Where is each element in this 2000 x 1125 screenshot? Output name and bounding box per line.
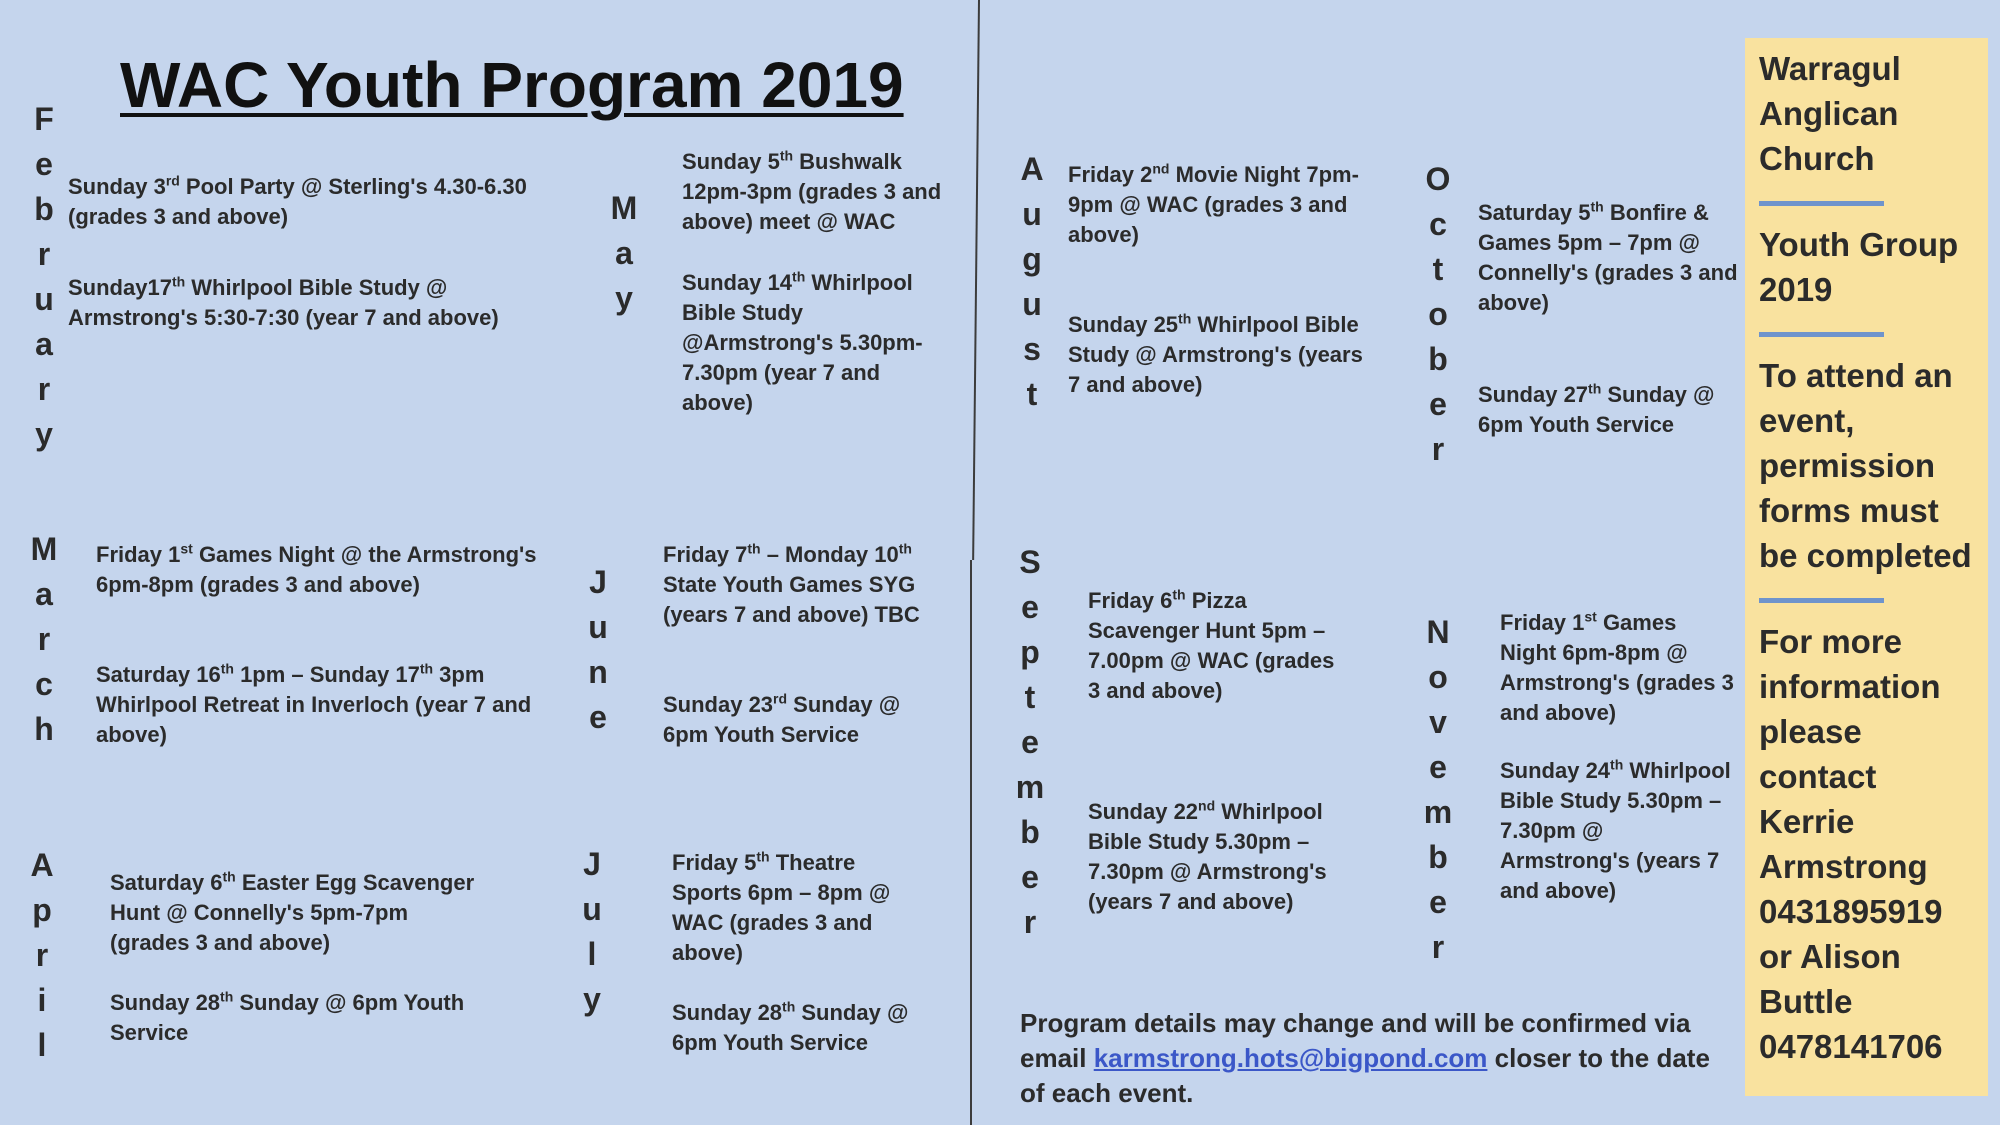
ordinal-suffix: nd xyxy=(1152,160,1170,177)
month-letter: m xyxy=(1423,794,1453,830)
month-letter: e xyxy=(1021,589,1039,625)
ordinal-suffix: th xyxy=(220,988,234,1005)
event-jul-youth-service xyxy=(672,998,910,1058)
month-letter: A xyxy=(1020,151,1044,187)
ordinal-suffix: th xyxy=(1178,310,1192,327)
month-letter: r xyxy=(35,937,49,973)
month-letter: S xyxy=(1019,544,1041,580)
month-letter: p xyxy=(1020,634,1040,670)
ordinal-suffix: th xyxy=(756,848,770,865)
event-text: Whirlpool Bible Study @ Armstrong's 5:30-7:30 (year 7 and above) xyxy=(68,275,499,330)
ordinal-suffix: th xyxy=(1610,756,1624,773)
event-mar-games-night xyxy=(96,540,566,600)
event-jun-youth-service xyxy=(663,690,908,750)
month-letter: y xyxy=(615,280,633,316)
event-text: Sunday @ 6pm Youth Service xyxy=(663,692,901,747)
month-label-february xyxy=(26,97,62,457)
event-text: Whirlpool Bible Study 5.30pm – 7.30pm @ Armstrong's (years 7 and above) xyxy=(1088,799,1327,914)
event-text: Friday 5 xyxy=(672,850,757,875)
event-text: State Youth Games SYG (years 7 and above) TBC xyxy=(663,572,920,627)
event-text: Friday 7 xyxy=(663,542,748,567)
month-letter: N xyxy=(1426,614,1450,650)
month-letter: l xyxy=(37,1027,47,1063)
month-letter: u xyxy=(1022,286,1042,322)
month-letter: n xyxy=(588,654,608,690)
event-aug-movie-night xyxy=(1068,160,1368,250)
event-feb-pool-party xyxy=(68,172,538,232)
month-letter: p xyxy=(32,892,52,928)
page-title: WAC Youth Program 2019 xyxy=(120,49,904,121)
event-text: Whirlpool Bible Study @ Armstrong's (years 7 and above) xyxy=(1068,312,1363,397)
month-letter: a xyxy=(35,326,53,362)
month-letter: u xyxy=(582,891,602,927)
ordinal-suffix: th xyxy=(1590,198,1604,215)
event-apr-youth-service xyxy=(110,988,470,1048)
event-feb-bible-study xyxy=(68,273,518,333)
ordinal-suffix: th xyxy=(747,540,761,557)
event-text: Easter Egg Scavenger Hunt @ Connelly's 5pm-7pm (grades 3 and above) xyxy=(110,870,475,955)
month-letter: J xyxy=(583,846,601,882)
month-letter: o xyxy=(1428,659,1448,695)
event-text: Theatre Sports 6pm – 8pm @ WAC (grades 3 and above) xyxy=(672,850,891,965)
ordinal-suffix: rd xyxy=(773,690,788,707)
month-letter: r xyxy=(37,621,51,657)
month-label-september xyxy=(1012,540,1048,945)
event-text: Games Night 6pm-8pm @ Armstrong's (grades 3 and above) xyxy=(1500,610,1734,725)
ordinal-suffix: rd xyxy=(165,172,180,189)
month-letter: e xyxy=(589,699,607,735)
month-label-november xyxy=(1420,610,1456,970)
month-label-april xyxy=(24,843,60,1068)
event-text: Sunday 5 xyxy=(682,149,780,174)
month-letter: y xyxy=(583,981,601,1017)
month-letter: M xyxy=(610,190,638,226)
ordinal-suffix: th xyxy=(779,147,794,164)
month-letter: e xyxy=(1021,859,1039,895)
month-letter: t xyxy=(1024,679,1036,715)
event-text: Saturday 6 xyxy=(110,870,223,895)
month-label-july xyxy=(574,842,610,1022)
event-text: 1pm – Sunday 17 xyxy=(233,662,420,687)
panel-divider xyxy=(1759,598,1884,603)
month-letter: r xyxy=(1431,929,1445,965)
month-letter: t xyxy=(1432,251,1444,287)
event-text: Sunday 23 xyxy=(663,692,774,717)
event-text: Friday 1 xyxy=(1500,610,1585,635)
month-letter: e xyxy=(1429,386,1447,422)
note-text: Program details may change and will be confirmed via email xyxy=(1020,1008,1691,1073)
month-letter: b xyxy=(1428,839,1448,875)
month-letter: s xyxy=(1023,331,1041,367)
month-letter: A xyxy=(30,847,54,883)
month-letter: c xyxy=(1429,206,1447,242)
event-text: Friday 1 xyxy=(96,542,181,567)
ordinal-suffix: th xyxy=(898,540,912,557)
month-letter: O xyxy=(1425,161,1451,197)
ordinal-suffix: th xyxy=(792,268,806,285)
event-jul-theatre-sports xyxy=(672,848,910,968)
ordinal-suffix: nd xyxy=(1198,797,1216,814)
event-text: Sunday @ 6pm Youth Service xyxy=(1478,382,1715,437)
month-letter: v xyxy=(1429,704,1447,740)
month-letter: u xyxy=(34,281,54,317)
divider-line-lower xyxy=(970,560,972,1125)
email-link[interactable]: karmstrong.hots@bigpond.com xyxy=(1093,1043,1488,1073)
month-letter: a xyxy=(35,576,53,612)
month-letter: o xyxy=(1428,296,1448,332)
program-note xyxy=(1020,1006,1740,1111)
event-text: Sunday 3 xyxy=(68,174,166,199)
month-letter: M xyxy=(30,531,58,567)
month-letter: m xyxy=(1015,769,1045,805)
event-text: Sunday 27 xyxy=(1478,382,1589,407)
event-text: Pizza Scavenger Hunt 5pm – 7.00pm @ WAC (grades 3 and above) xyxy=(1088,588,1335,703)
event-text: Saturday 5 xyxy=(1478,200,1591,225)
event-may-bushwalk xyxy=(682,147,950,237)
panel-divider xyxy=(1759,201,1884,206)
event-text: Sunday @ 6pm Youth Service xyxy=(672,1000,909,1055)
event-text: Sunday 22 xyxy=(1088,799,1199,824)
month-label-may xyxy=(606,186,642,321)
month-label-march xyxy=(26,527,62,752)
event-text: Sunday 28 xyxy=(672,1000,783,1025)
month-letter: h xyxy=(34,711,54,747)
divider-line xyxy=(972,0,980,560)
ordinal-suffix: th xyxy=(220,660,234,677)
month-letter: J xyxy=(589,564,607,600)
event-mar-retreat xyxy=(96,660,566,750)
event-text: Sunday 14 xyxy=(682,270,793,295)
event-oct-bonfire xyxy=(1478,198,1740,318)
month-letter: r xyxy=(1431,431,1445,467)
event-text: Bonfire & Games 5pm – 7pm @ Connelly's (grades 3 and above) xyxy=(1478,200,1738,315)
event-text: Pool Party @ Sterling's 4.30-6.30 (grades 3 and above) xyxy=(68,174,527,229)
event-text: Sunday @ 6pm Youth Service xyxy=(110,990,465,1045)
month-letter: r xyxy=(37,371,51,407)
event-text: Whirlpool Bible Study 5.30pm – 7.30pm @ Armstrong's (years 7 and above) xyxy=(1500,758,1731,903)
event-text: Sunday 28 xyxy=(110,990,221,1015)
event-text: Friday 6 xyxy=(1088,588,1173,613)
ordinal-suffix: st xyxy=(1584,608,1597,625)
event-text: Sunday 25 xyxy=(1068,312,1179,337)
month-letter: r xyxy=(37,236,51,272)
event-text: 3pm Whirlpool Retreat in Inverloch (year 7 and above) xyxy=(96,662,532,747)
month-letter: e xyxy=(1429,884,1447,920)
month-letter: b xyxy=(1428,341,1448,377)
event-may-bible-study xyxy=(682,268,944,418)
month-letter: r xyxy=(1023,904,1037,940)
event-text: Bushwalk 12pm-3pm (grades 3 and above) meet @ WAC xyxy=(682,149,942,234)
month-letter: t xyxy=(1026,376,1038,412)
month-letter: u xyxy=(1022,196,1042,232)
ordinal-suffix: st xyxy=(180,540,193,557)
event-text: Saturday 16 xyxy=(96,662,221,687)
event-nov-bible-study xyxy=(1500,756,1735,906)
event-sep-bible-study xyxy=(1088,797,1338,917)
event-jun-state-youth-games xyxy=(663,540,928,630)
church-name: Warragul Anglican Church xyxy=(1759,50,1901,177)
info-panel xyxy=(1745,38,1988,1096)
contact-info: For more information please contact Kerrie Armstrong 0431895919 or Alison Buttle 0478141706 xyxy=(1759,623,1943,1065)
month-letter: F xyxy=(34,101,54,137)
month-label-june xyxy=(580,560,616,740)
event-text: Games Night @ the Armstrong's 6pm-8pm (grades 3 and above) xyxy=(96,542,537,597)
month-label-october xyxy=(1420,157,1456,472)
month-letter: i xyxy=(37,982,47,1018)
note-text-end: closer to the date of each event. xyxy=(1020,1043,1710,1108)
event-aug-bible-study xyxy=(1068,310,1368,400)
event-text: – Monday 10 xyxy=(760,542,899,567)
month-letter: g xyxy=(1022,241,1042,277)
youth-group-heading: Youth Group 2019 xyxy=(1759,226,1959,308)
ordinal-suffix: th xyxy=(1172,586,1186,603)
event-text: Movie Night 7pm-9pm @ WAC (grades 3 and above) xyxy=(1068,162,1359,247)
event-oct-youth-service xyxy=(1478,380,1740,440)
month-letter: c xyxy=(35,666,53,702)
event-text: Sunday 24 xyxy=(1500,758,1611,783)
month-letter: e xyxy=(1021,724,1039,760)
ordinal-suffix: th xyxy=(222,868,236,885)
event-nov-games-night xyxy=(1500,608,1735,728)
event-apr-scavenger-hunt xyxy=(110,868,480,958)
event-sep-pizza-hunt xyxy=(1088,586,1338,706)
month-letter: y xyxy=(35,416,53,452)
ordinal-suffix: th xyxy=(419,660,434,677)
event-text: Sunday17 xyxy=(68,275,172,300)
ordinal-suffix: th xyxy=(171,273,186,290)
panel-divider xyxy=(1759,332,1884,337)
month-letter: u xyxy=(588,609,608,645)
month-letter: e xyxy=(1429,749,1447,785)
month-letter: b xyxy=(34,191,54,227)
month-letter: e xyxy=(35,146,53,182)
event-text: Friday 2 xyxy=(1068,162,1153,187)
month-label-august xyxy=(1014,147,1050,417)
ordinal-suffix: th xyxy=(1588,380,1602,397)
month-letter: b xyxy=(1020,814,1040,850)
ordinal-suffix: th xyxy=(782,998,796,1015)
month-letter: a xyxy=(615,235,633,271)
permission-notice: To attend an event, permission forms must be completed xyxy=(1759,357,1972,574)
event-text: Whirlpool Bible Study @Armstrong's 5.30pm-7.30pm (year 7 and above) xyxy=(682,270,923,415)
month-letter: l xyxy=(587,936,597,972)
